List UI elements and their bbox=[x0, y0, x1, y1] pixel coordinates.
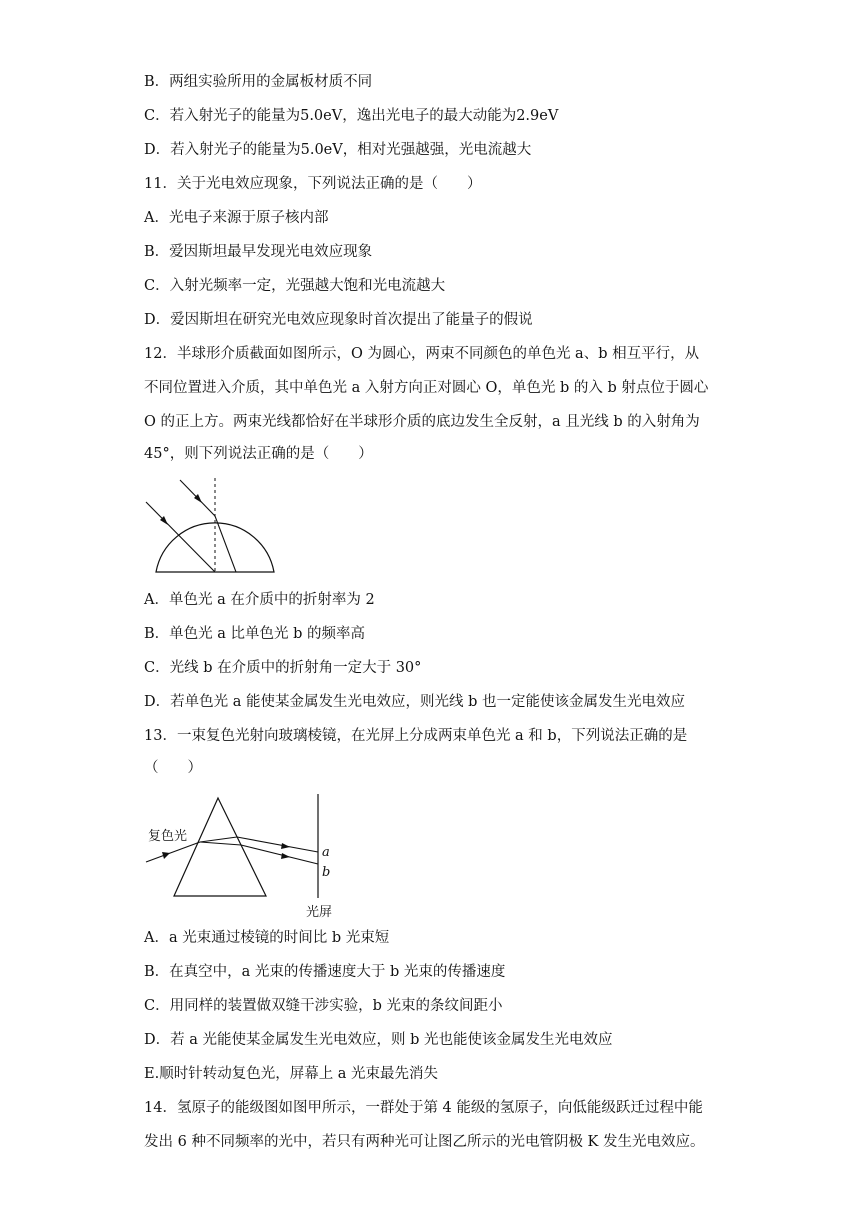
ray-a-arrow bbox=[281, 843, 290, 849]
q10-option-d: D．若入射光子的能量为5.0eV，相对光强越强，光电流越大 bbox=[144, 142, 532, 158]
q11-option-b: B．爱因斯坦最早发现光电效应现象 bbox=[144, 244, 373, 260]
q11-option-a: A．光电子来源于原子核内部 bbox=[144, 210, 329, 226]
label-b: b bbox=[322, 865, 331, 880]
label-a: a bbox=[322, 845, 330, 860]
label-screen: 光屏 bbox=[306, 905, 333, 920]
q11-option-d: D．爱因斯坦在研究光电效应现象时首次提出了能量子的假说 bbox=[144, 312, 533, 328]
q13-option-e: E.顺时针转动复色光，屏幕上 a 光束最先消失 bbox=[144, 1066, 439, 1082]
q13-prism-figure bbox=[140, 790, 340, 920]
internal-ray-upper bbox=[200, 837, 237, 842]
q13-stem-line-2: （ ） bbox=[144, 760, 202, 776]
incident-ray-arrow bbox=[162, 852, 170, 859]
label-composite-light: 复色光 bbox=[148, 829, 188, 844]
incident-ray bbox=[146, 842, 200, 862]
q12-stem-line-3: O 的正上方。两束光线都恰好在半球形介质的底边发生全反射，a 且光线 b 的入射角为 bbox=[144, 414, 700, 430]
q12-option-c: C．光线 b 在介质中的折射角一定大于 30° bbox=[144, 660, 422, 676]
q10-option-c: C．若入射光子的能量为5.0eV，逸出光电子的最大动能为2.9eV bbox=[144, 108, 559, 124]
q12-option-b: B．单色光 a 比单色光 b 的频率高 bbox=[144, 626, 366, 642]
q11-option-c: C．入射光频率一定，光强越大饱和光电流越大 bbox=[144, 278, 446, 294]
q14-stem-line-2: 发出 6 种不同频率的光中，若只有两种光可让图乙所示的光电管阴极 K 发生光电效应。 bbox=[144, 1134, 705, 1150]
q12-stem-line-4: 45°，则下列说法正确的是（ ） bbox=[144, 446, 373, 462]
ray-b-out bbox=[241, 845, 318, 864]
ray-b-refracted bbox=[215, 516, 236, 572]
q11-stem: 11．关于光电效应现象，下列说法正确的是（ ） bbox=[144, 176, 482, 192]
q12-hemisphere-figure bbox=[140, 474, 280, 578]
ray-b-arrow bbox=[281, 853, 290, 859]
q14-stem-line-1: 14．氢原子的能级图如图甲所示，一群处于第 4 能级的氢原子，向低能级跃迁过程中能 bbox=[144, 1100, 703, 1116]
ray-a bbox=[146, 502, 215, 572]
q13-stem-line-1: 13．一束复色光射向玻璃棱镜，在光屏上分成两束单色光 a 和 b，下列说法正确的是 bbox=[144, 728, 688, 744]
q13-option-a: A．a 光束通过棱镜的时间比 b 光束短 bbox=[144, 930, 390, 946]
q10-option-b: B．两组实验所用的金属板材质不同 bbox=[144, 74, 373, 90]
internal-ray-lower bbox=[200, 842, 241, 845]
q13-option-b: B．在真空中，a 光束的传播速度大于 b 光束的传播速度 bbox=[144, 964, 506, 980]
q12-option-d: D．若单色光 a 能使某金属发生光电效应，则光线 b 也一定能使该金属发生光电效应 bbox=[144, 694, 685, 710]
q12-option-a: A．单色光 a 在介质中的折射率为 2 bbox=[144, 592, 375, 608]
q13-option-d: D．若 a 光能使某金属发生光电效应，则 b 光也能使该金属发生光电效应 bbox=[144, 1032, 613, 1048]
q12-stem-line-1: 12．半球形介质截面如图所示，O 为圆心，两束不同颜色的单色光 a、b 相互平行，从 bbox=[144, 346, 700, 362]
ray-a-out bbox=[237, 837, 318, 852]
q12-stem-line-2: 不同位置进入介质，其中单色光 a 入射方向正对圆心 O，单色光 b 的入 b 射点位于圆心 bbox=[144, 380, 709, 396]
q13-option-c: C．用同样的装置做双缝干涉实验，b 光束的条纹间距小 bbox=[144, 998, 503, 1014]
